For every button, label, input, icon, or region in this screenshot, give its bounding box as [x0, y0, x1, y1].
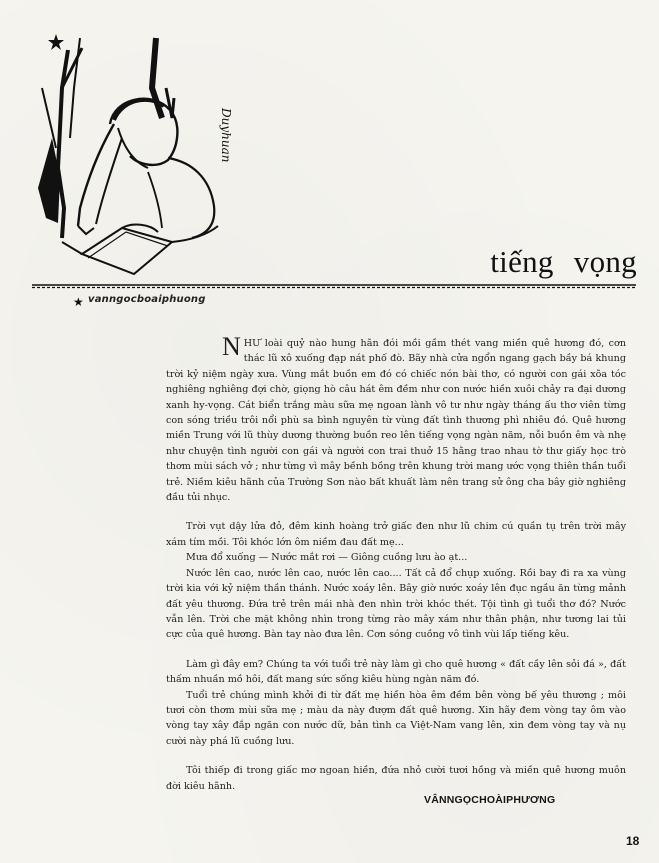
paragraph-2: Trời vụt dậy lửa đỏ, đêm kinh hoàng trở giấc đen như lũ chim cú quần tụ trên trời mây xám tím mồi. Tôi khóc lớn ôm niềm đau đất mẹ...	[166, 521, 626, 548]
article-body	[166, 332, 626, 794]
author-byline-bottom: VÂNNGỌCHOÀIPHƯƠNG	[424, 794, 556, 806]
author-byline-top: vanngocboaiphuong	[88, 294, 206, 305]
article-title: tiếng vọng	[490, 244, 637, 279]
star-icon: ★	[73, 295, 84, 309]
paragraph-6: Tuổi trẻ chúng mình khởi đi từ đất mẹ hiền hòa êm đềm bên vòng bế yêu thương ; môi tươi còn thơm mùi sữa mẹ ; màu da này đượm đất quê hương. Xin hãy đem vòng tay ôm vào vòng tay xây đắp ngăn con nước dữ, bản tình ca Việt-Nam vang lên, xin đem vòng tay và nụ cười này phá lũ cuồng lưu.	[166, 689, 626, 747]
paragraph-7: Tôi thiếp đi trong giấc mơ ngoan hiền, đứa nhỏ cười tươi hồng và miền quê hương muôn đời kiêu hãnh.	[166, 765, 626, 792]
title-divider	[32, 284, 636, 289]
paragraph-1: NHƯ loài quỷ nào hung hãn đói mồi gầm thét vang miền quê hương đó, cơn thác lũ xô xuống đạp nát phố đò. Bãy nhà cửa ngổn ngang gạch bầy bá khung trời kỷ niệm ngày xưa. Vùng mắt buồn em đó có chiếc nón bài thơ, có người con gái xõa tóc nghiêng nghiêng đợi chờ, giọng hò câu hát êm đềm như con nước hiền xuôi chảy ra đại dương xanh hy-vọng. Cát biển trắng màu sữa mẹ ngoan lành vô tư như ngày tháng ấu thơ viên từng con sóng triều trôi nổi phù sa bình nguyên từ vùng đất tình thương phì nhiêu đó. Quê hương miền Trung với lũ thùy dương thường buồn reo lên tiếng vọng ngàn năm, nỗi buồn êm và nhẹ như chuyện tình người con gái và người con trai thuở 15 hằng trao nhau tờ thư giấy học trò thơm mùi sách vở ; như từng vì mây bềnh bồng trên khung trời mang ước vọng thiên thần tuổi trẻ. Niềm kiêu hãnh của Trường Sơn nào bất khuất làm nên trang sử ông cha bây giờ nghiêng đầu tủi nhục.	[166, 332, 626, 504]
artist-signature: Duyhuan	[219, 108, 233, 163]
page-number: 18	[626, 834, 640, 848]
paragraph-5: Làm gì đây em? Chúng ta với tuổi trẻ này làm gì cho quê hương « đất cầy lên sỏi đá », đất thấm nhuần mồ hôi, đất mang sức sống kiêu hùng ngàn năm đó.	[166, 658, 626, 686]
drop-cap: N	[222, 332, 241, 361]
paragraph-4: Nước lên cao, nước lên cao, nước lên cao.... Tất cả đổ chụp xuống. Rồi bay đi ra xa vùng trời kia với kỷ niệm thần thánh. Nước xoáy lên. Bây giờ nước xoáy lên đục ngầu ăn từng mảnh đất yêu thương. Đứa trẻ trên mái nhà đen nhìn trời khóc thét. Tội tình gì tuổi thơ đó? Nước vẫn lên. Trời che mặt không nhìn trong từng rào mây xám như thân phận, như tương lai tủi cực của quê hương. Bàn tay nào đưa lên. Cơn sóng cuồng vô tình vùi lấp tiếng kêu.	[166, 567, 626, 641]
boy-reading-illustration	[22, 28, 252, 290]
paragraph-3: Mưa đổ xuống — Nước mắt rơi — Giông cuồng lưu ào ạt...	[186, 552, 468, 564]
